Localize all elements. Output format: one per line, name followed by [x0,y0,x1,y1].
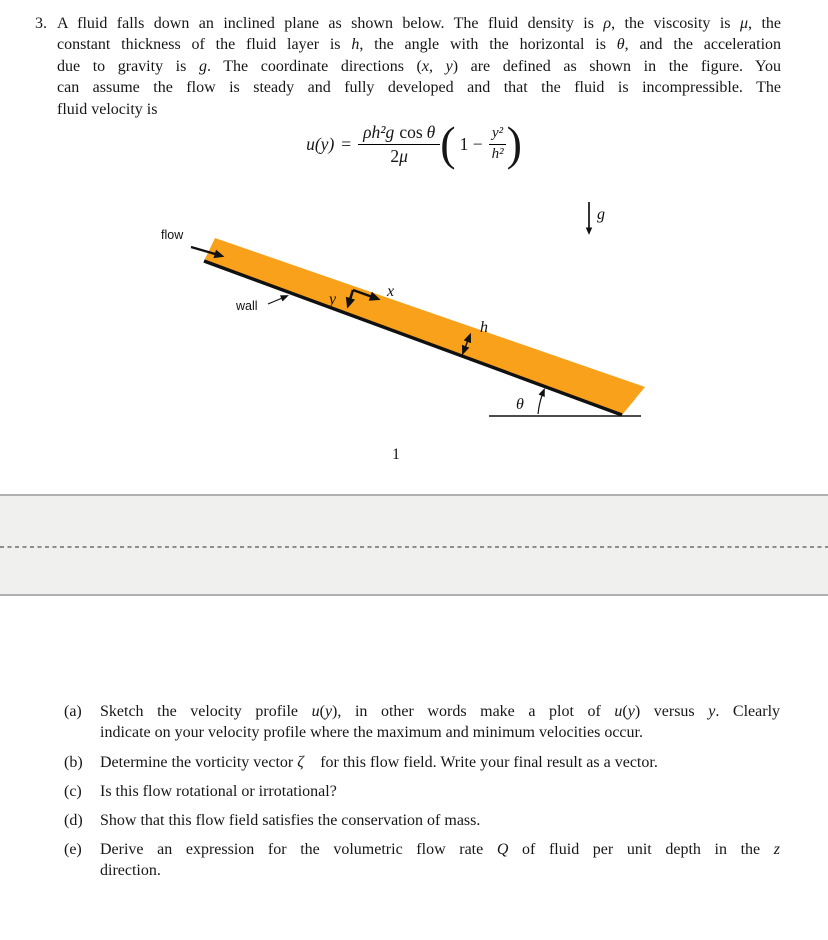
text-line: Sketch the velocity profile u(y), in other words make a plot of u(y) versus y. Clearly [100,703,781,720]
thickness-label: h [480,319,488,336]
inclined-plane-figure [140,190,650,430]
eq-inner-denominator: h² [491,145,504,162]
page-separator [0,494,828,596]
wall-pointer-arrow [268,296,287,304]
eq-one-minus: 1 − [459,133,483,154]
part-label: (e) [64,840,82,858]
eq-equals-sign: = [341,133,352,154]
angle-label: θ [516,396,524,413]
eq-main-fraction [358,122,440,165]
velocity-equation [0,117,828,171]
question-part [64,701,781,744]
eq-lhs: u(y) [306,133,335,154]
text-line: A fluid falls down an inclined plane as shown below. The fluid density is ρ, the viscosity is μ, the [57,15,782,32]
eq-open-paren: ( [440,117,456,171]
fluid-layer [204,238,645,415]
question-parts [64,701,781,889]
text-line: can assume the flow is steady and fully developed and that the fluid is incompressible. The [57,79,781,97]
part-label: (b) [64,753,83,771]
part-label: (c) [64,782,82,800]
eq-den-coef: 2 [390,145,400,166]
eq-inner-numerator: y² [489,125,506,144]
page-number: 1 [392,446,400,463]
eq-numerator [358,122,440,144]
text-line: indicate on your velocity profile where the maximum and minimum velocities occur. [100,724,643,742]
question-part [64,839,780,882]
question-part [64,781,780,802]
flow-label: flow [161,228,184,242]
page-separator-dashed-line [0,546,828,548]
problem-statement [35,13,782,120]
angle-arc-arrow [538,390,544,414]
text-line: constant thickness of the fluid layer is h, the angle with the horizontal is θ, and the acceleration [57,36,782,54]
eq-inner-fraction [489,125,507,163]
eq-close-paren: ) [506,117,522,171]
text-line: Derive an expression for the volumetric flow rate Q of fluid per unit depth in the z [100,840,780,858]
eq-den-mu: μ [399,145,408,166]
text-line: direction. [100,862,161,880]
text-line: Is this flow rotational or irrotational? [100,782,337,800]
eq-num-theta: θ [426,122,436,143]
eq-num-cos: cos [399,122,423,143]
wall-label: wall [236,299,258,313]
problem-number: 3. [35,15,47,32]
text-line: due to gravity is g. The coordinate directions (x, y) are defined as shown in the figure. You [57,57,782,75]
gravity-label: g [597,206,605,223]
text-line: Show that this flow field satisfies the conservation of mass. [100,811,481,829]
wall-line [204,261,622,415]
question-part [64,810,780,831]
x-axis-label: x [387,283,395,300]
text-line: Determine the vorticity vector ζ⃗ for this flow field. Write your final result as a vector. [100,753,658,771]
problem-text [57,13,781,120]
part-label: (d) [64,811,83,829]
y-axis-label: y [329,291,337,308]
eq-num-vars: ρh²g [363,122,395,143]
eq-denominator [385,145,413,166]
part-label: (a) [64,703,82,720]
text-line: fluid velocity is [57,100,158,118]
question-part [64,752,780,773]
